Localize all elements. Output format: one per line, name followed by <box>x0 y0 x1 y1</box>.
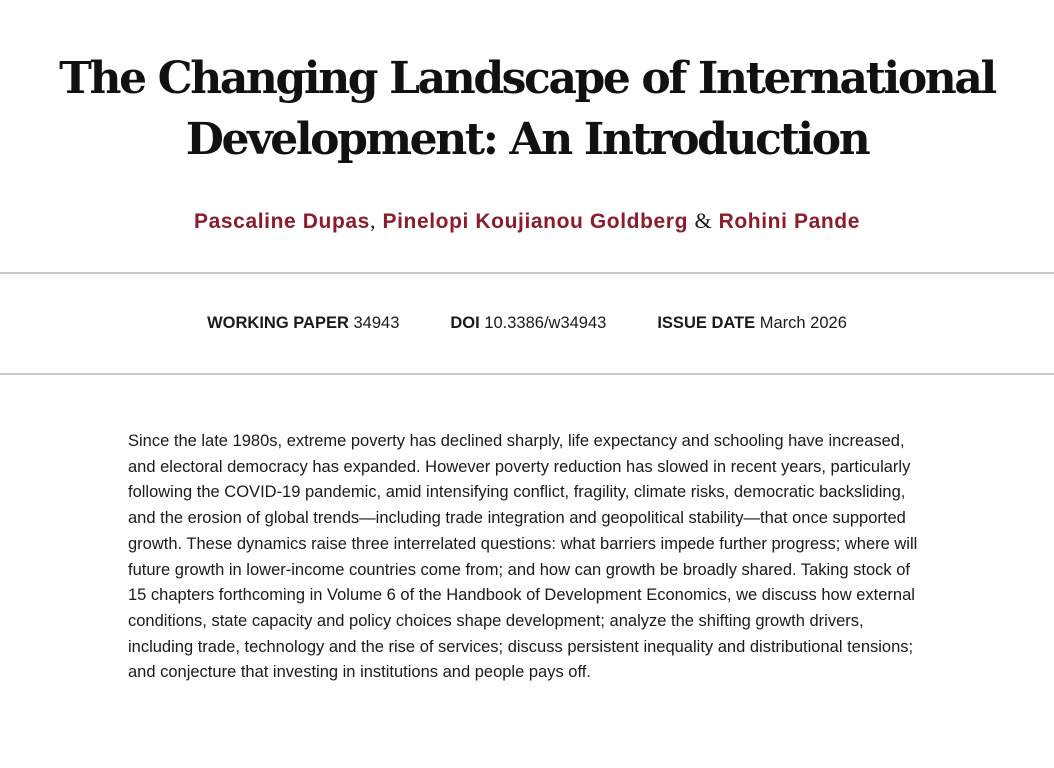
working-paper-value: 34943 <box>353 314 400 332</box>
author-list <box>0 207 1054 236</box>
issue-date-label: ISSUE DATE <box>657 314 756 332</box>
issue-date-value: March 2026 <box>759 314 847 332</box>
doi-value: 10.3386/w34943 <box>484 314 607 332</box>
paper-title-line-1: The Changing Landscape of International <box>59 53 995 104</box>
paper-metadata-bar <box>0 312 1054 334</box>
abstract-text: Since the late 1980s, extreme poverty has declined sharply, life expectancy and schooling have increased, and electoral democracy has expanded. However poverty reduction has slowed in recent years, particularly following the COVID-19 pandemic, amid intensifying conflict, fragility, climate risks, democratic backsliding, and the erosion of global trends—including trade integration and geopolitical stability—that once supported growth. These dynamics raise three interrelated questions: what barriers impede further progress; where will future growth in lower-income countries come from; and how can growth be broadly shared. Taking stock of 15 chapters forthcoming in Volume 6 of the Handbook of Development Economics, we discuss how external conditions, state capacity and policy choices shape development; analyze the shifting growth drivers, including trade, technology and the rise of services; discuss persistent inequality and distributional tensions; and conjecture that investing in institutions and people pays off. <box>128 432 918 682</box>
author-link-pinelopi-koujianou-goldberg[interactable]: Pinelopi Koujianou Goldberg <box>382 210 689 233</box>
working-paper-number <box>207 312 399 334</box>
author-separator-ampersand: & <box>694 208 713 233</box>
meta-bottom-divider <box>0 373 1054 375</box>
paper-title <box>0 48 1054 170</box>
doi-label: DOI <box>450 314 480 332</box>
author-link-pascaline-dupas[interactable]: Pascaline Dupas <box>194 210 370 233</box>
meta-top-divider <box>0 272 1054 274</box>
issue-date <box>657 312 847 334</box>
working-paper-label: WORKING PAPER <box>207 314 349 332</box>
author-separator-comma: , <box>369 208 377 233</box>
doi <box>450 312 606 334</box>
paper-title-line-2: Development: An Introduction <box>185 114 869 165</box>
author-link-rohini-pande[interactable]: Rohini Pande <box>718 210 860 233</box>
